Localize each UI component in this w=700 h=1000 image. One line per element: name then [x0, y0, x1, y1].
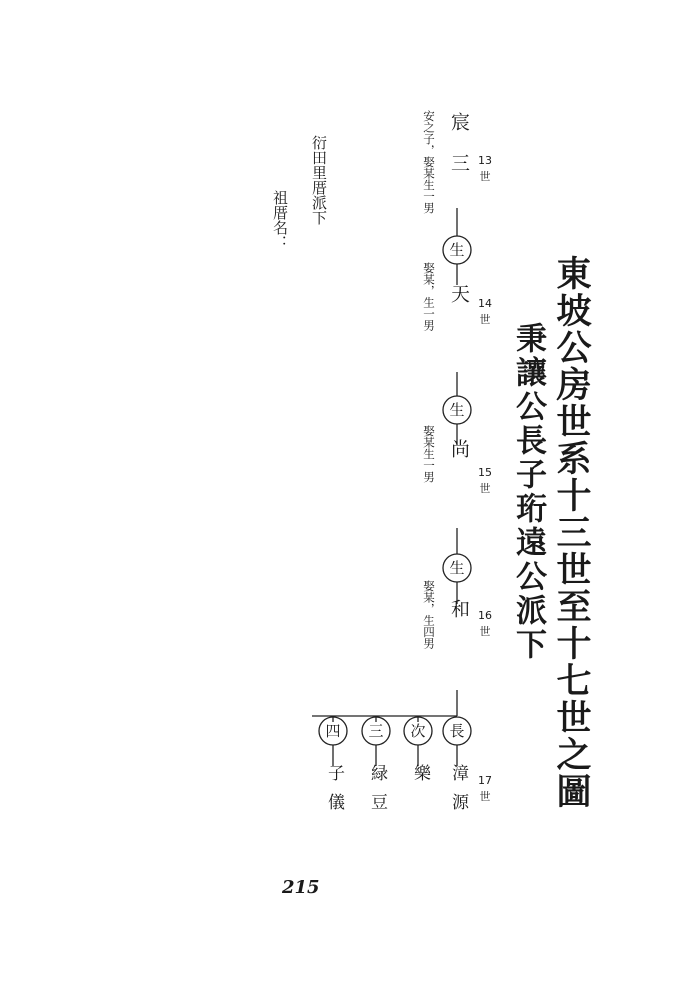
page-subtitle: 秉讓公長子珩遠公派下 — [510, 322, 546, 662]
gen14-note: 娶某，生一男 — [422, 262, 436, 331]
gen13-note: 安之子，娶某生一男 — [422, 110, 436, 214]
gen15-label: 15 世 — [478, 466, 492, 495]
son3-marker: 三 — [368, 722, 384, 740]
son1-name: 漳源 — [448, 764, 468, 822]
son4-name: 子儀 — [324, 764, 344, 822]
gen16-note: 娶某，生四男 — [422, 580, 436, 649]
gen14-label: 14 世 — [478, 297, 492, 326]
gen16-name: 和 — [448, 599, 470, 618]
son2-marker: 次 — [410, 722, 426, 740]
page-number: 215 — [282, 877, 320, 898]
gen15-note: 娶某生一男 — [422, 425, 436, 483]
gen15-marker: 生 — [449, 401, 465, 419]
gen15-name: 尚 — [448, 439, 470, 458]
son2-name: 樂 — [410, 764, 430, 781]
gen14-marker: 生 — [449, 241, 465, 259]
page-title: 東坡公房世系十三世至十七世之圖 — [551, 255, 592, 810]
gen16-marker: 生 — [449, 559, 465, 577]
gen17-label: 17 世 — [478, 774, 492, 803]
son4-marker: 四 — [325, 722, 341, 740]
gen16-label: 16 世 — [478, 609, 492, 638]
son1-marker: 長 — [449, 722, 465, 740]
branch-note-line1: 衍田里厝派下 — [310, 135, 328, 225]
son3-name: 緑豆 — [367, 764, 387, 822]
gen14-name: 天 — [448, 284, 470, 303]
gen13-label: 13 世 — [478, 154, 492, 183]
branch-note-line2: 祖厝名： — [271, 190, 289, 250]
gen13-name: 宸 三 — [448, 112, 470, 172]
